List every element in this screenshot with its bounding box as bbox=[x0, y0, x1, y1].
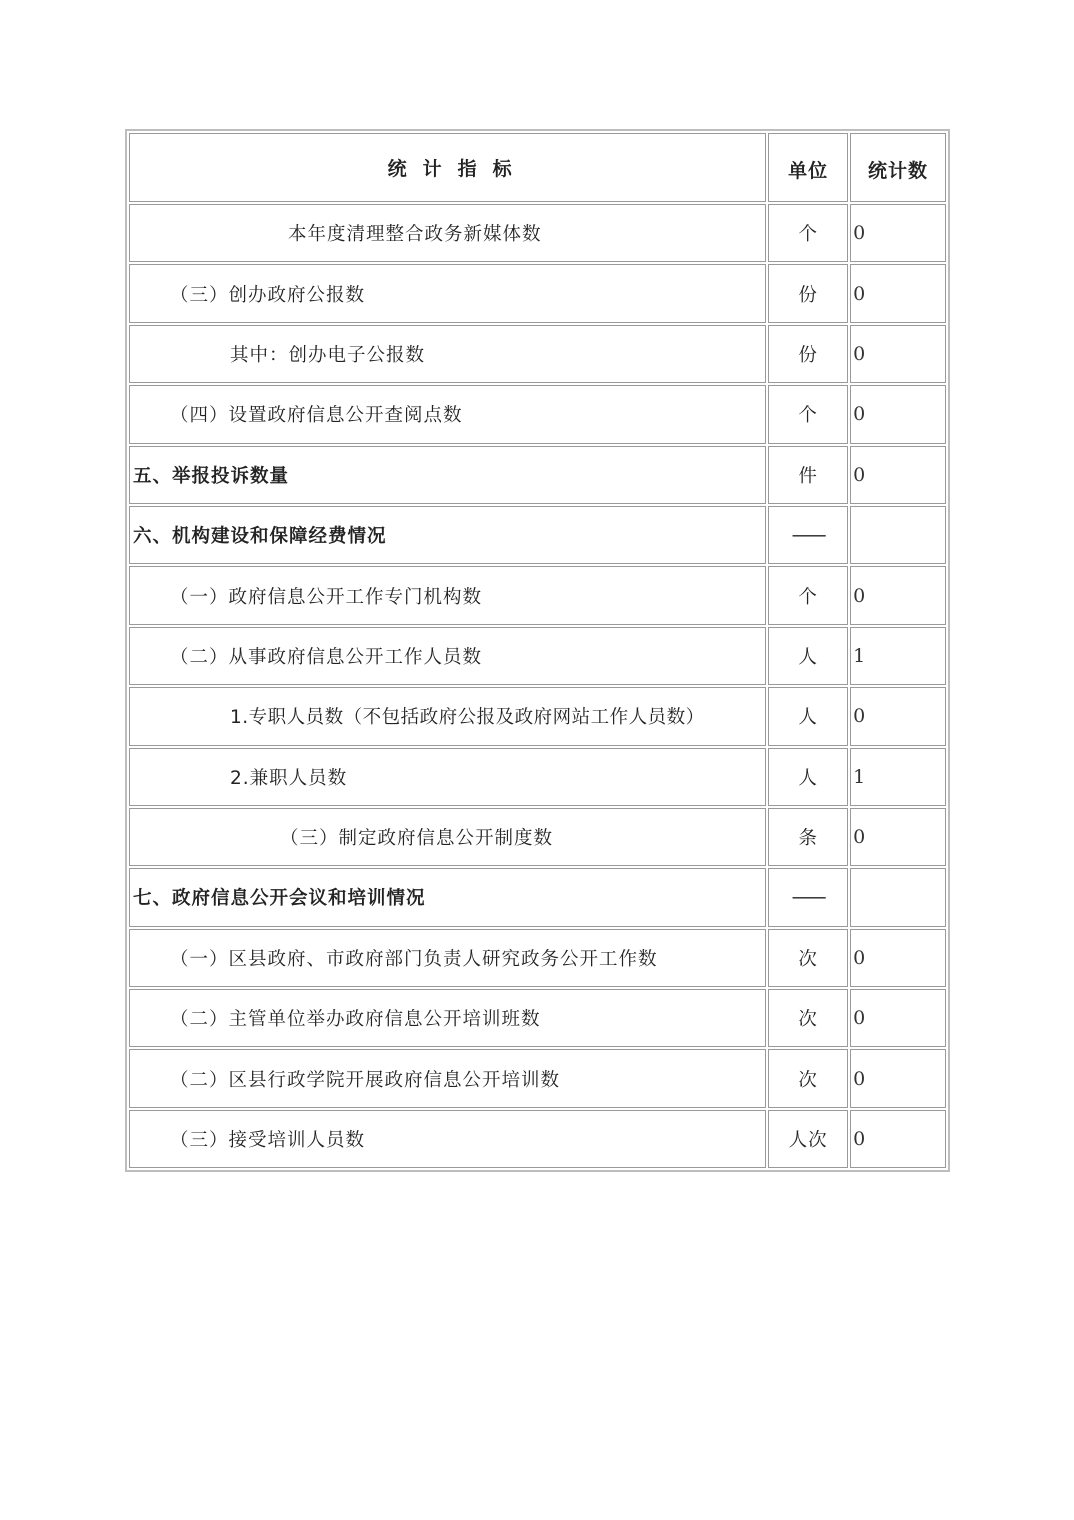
unit-cell: 个 bbox=[768, 385, 848, 443]
indicator-cell: 1.专职人员数（不包括政府公报及政府网站工作人员数） bbox=[129, 687, 766, 745]
unit-cell: 人 bbox=[768, 687, 848, 745]
table-row bbox=[128, 263, 947, 323]
unit-cell: —— bbox=[768, 506, 848, 564]
table-row bbox=[128, 384, 947, 444]
section-heading: 七、政府信息公开会议和培训情况 bbox=[129, 868, 766, 926]
indicator-cell: 其中：创办电子公报数 bbox=[129, 325, 766, 383]
indicator-cell: 2.兼职人员数 bbox=[129, 748, 766, 806]
indicator-cell: （二）从事政府信息公开工作人员数 bbox=[129, 627, 766, 685]
indicator-cell: （一）区县政府、市政府部门负责人研究政务公开工作数 bbox=[129, 929, 766, 987]
unit-cell: 人次 bbox=[768, 1110, 848, 1168]
statistics-table bbox=[125, 129, 950, 1172]
count-cell: 0 bbox=[850, 566, 946, 624]
unit-cell: —— bbox=[768, 868, 848, 926]
table-row bbox=[128, 747, 947, 807]
count-cell: 0 bbox=[850, 325, 946, 383]
unit-cell: 次 bbox=[768, 929, 848, 987]
unit-cell: 份 bbox=[768, 325, 848, 383]
count-cell: 0 bbox=[850, 385, 946, 443]
indicator-cell: （二）区县行政学院开展政府信息公开培训数 bbox=[129, 1049, 766, 1107]
table-row bbox=[128, 565, 947, 625]
indicator-cell: 本年度清理整合政务新媒体数 bbox=[129, 204, 766, 262]
table-row bbox=[128, 807, 947, 867]
count-cell: 0 bbox=[850, 808, 946, 866]
count-cell bbox=[850, 868, 946, 926]
header-count: 统计数 bbox=[850, 133, 946, 202]
table-row bbox=[128, 324, 947, 384]
unit-cell: 人 bbox=[768, 748, 848, 806]
count-cell: 0 bbox=[850, 1049, 946, 1107]
table-row bbox=[128, 686, 947, 746]
table-row bbox=[128, 505, 947, 565]
section-heading: 五、举报投诉数量 bbox=[129, 446, 766, 504]
table-row bbox=[128, 445, 947, 505]
count-cell: 0 bbox=[850, 989, 946, 1047]
unit-cell: 条 bbox=[768, 808, 848, 866]
count-cell: 0 bbox=[850, 446, 946, 504]
table-row bbox=[128, 203, 947, 263]
count-cell bbox=[850, 506, 946, 564]
table-row bbox=[128, 626, 947, 686]
table-row bbox=[128, 1048, 947, 1108]
indicator-cell: （三）制定政府信息公开制度数 bbox=[129, 808, 766, 866]
indicator-cell: （四）设置政府信息公开查阅点数 bbox=[129, 385, 766, 443]
unit-cell: 次 bbox=[768, 1049, 848, 1107]
unit-cell: 个 bbox=[768, 566, 848, 624]
indicator-cell: （三）接受培训人员数 bbox=[129, 1110, 766, 1168]
count-cell: 1 bbox=[850, 627, 946, 685]
table-row bbox=[128, 988, 947, 1048]
unit-cell: 次 bbox=[768, 989, 848, 1047]
count-cell: 0 bbox=[850, 687, 946, 745]
unit-cell: 人 bbox=[768, 627, 848, 685]
indicator-cell: （三）创办政府公报数 bbox=[129, 264, 766, 322]
count-cell: 1 bbox=[850, 748, 946, 806]
unit-cell: 件 bbox=[768, 446, 848, 504]
unit-cell: 个 bbox=[768, 204, 848, 262]
header-unit: 单位 bbox=[768, 133, 848, 202]
count-cell: 0 bbox=[850, 929, 946, 987]
unit-cell: 份 bbox=[768, 264, 848, 322]
header-indicator: 统计指标 bbox=[129, 133, 766, 202]
count-cell: 0 bbox=[850, 264, 946, 322]
indicator-cell: （二）主管单位举办政府信息公开培训班数 bbox=[129, 989, 766, 1047]
indicator-cell: （一）政府信息公开工作专门机构数 bbox=[129, 566, 766, 624]
table-row bbox=[128, 928, 947, 988]
count-cell: 0 bbox=[850, 1110, 946, 1168]
table-header-row bbox=[128, 132, 947, 203]
count-cell: 0 bbox=[850, 204, 946, 262]
section-heading: 六、机构建设和保障经费情况 bbox=[129, 506, 766, 564]
table-row bbox=[128, 1109, 947, 1169]
table-row bbox=[128, 867, 947, 927]
